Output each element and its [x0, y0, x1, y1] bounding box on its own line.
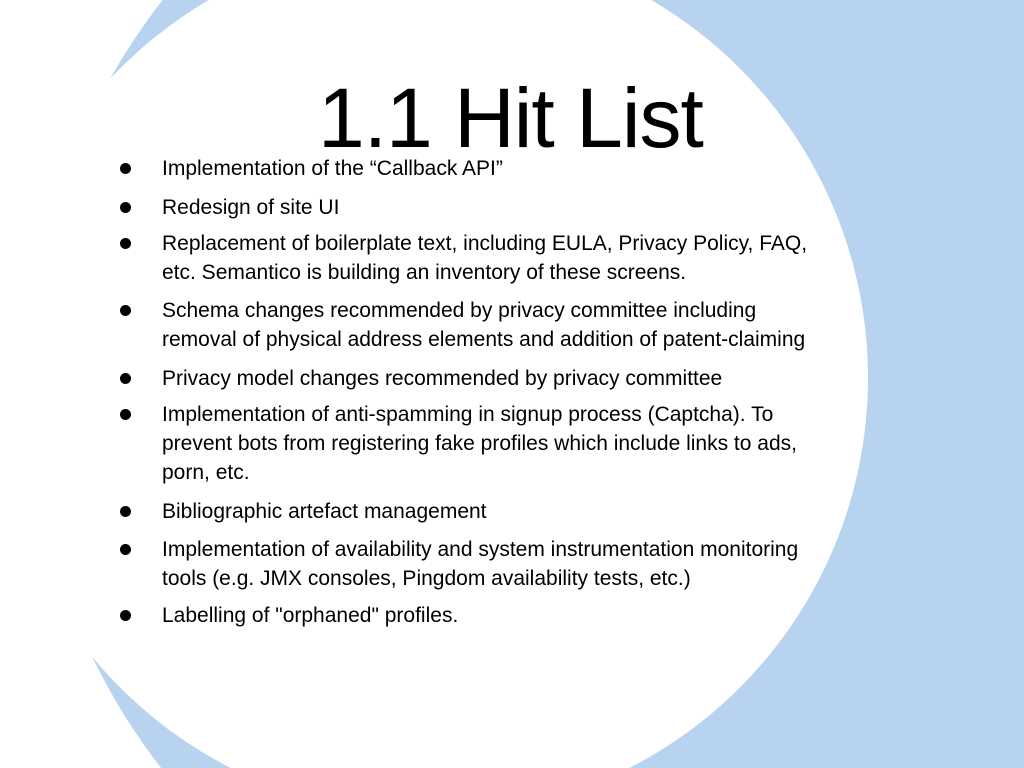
bullet-text: prevent bots from registering fake profiles which include links to ads,	[162, 432, 797, 455]
bullet-text: Implementation of anti-spamming in signup process (Captcha). To	[162, 403, 774, 426]
bullet-icon	[120, 409, 131, 420]
bullet-icon	[120, 544, 131, 555]
bullet-text: porn, etc.	[162, 461, 250, 484]
bullet-icon	[120, 202, 131, 213]
bullet-text: tools (e.g. JMX consoles, Pingdom availability tests, etc.)	[162, 567, 691, 590]
bullet-text: Schema changes recommended by privacy committee including	[162, 299, 757, 322]
bullet-icon	[120, 373, 131, 384]
bullet-icon	[120, 238, 131, 249]
bullet-icon	[120, 506, 131, 517]
bullet-text: Replacement of boilerplate text, including EULA, Privacy Policy, FAQ,	[162, 232, 808, 255]
bullet-icon	[120, 610, 131, 621]
bullet-text: Labelling of "orphaned" profiles.	[162, 604, 459, 627]
bullet-text: Implementation of the “Callback API”	[162, 157, 503, 180]
bullet-text: removal of physical address elements and addition of patent-claiming	[162, 328, 806, 351]
slide-title: 1.1 Hit List	[318, 71, 703, 165]
bullet-text: Bibliographic artefact management	[162, 500, 487, 523]
bullet-icon	[120, 305, 131, 316]
bullet-icon	[120, 163, 131, 174]
bullet-text: Redesign of site UI	[162, 196, 340, 219]
bullet-text: Privacy model changes recommended by privacy committee	[162, 367, 723, 390]
bullet-text: Implementation of availability and system instrumentation monitoring	[162, 538, 799, 561]
bullet-text: etc. Semantico is building an inventory of these screens.	[162, 261, 687, 284]
